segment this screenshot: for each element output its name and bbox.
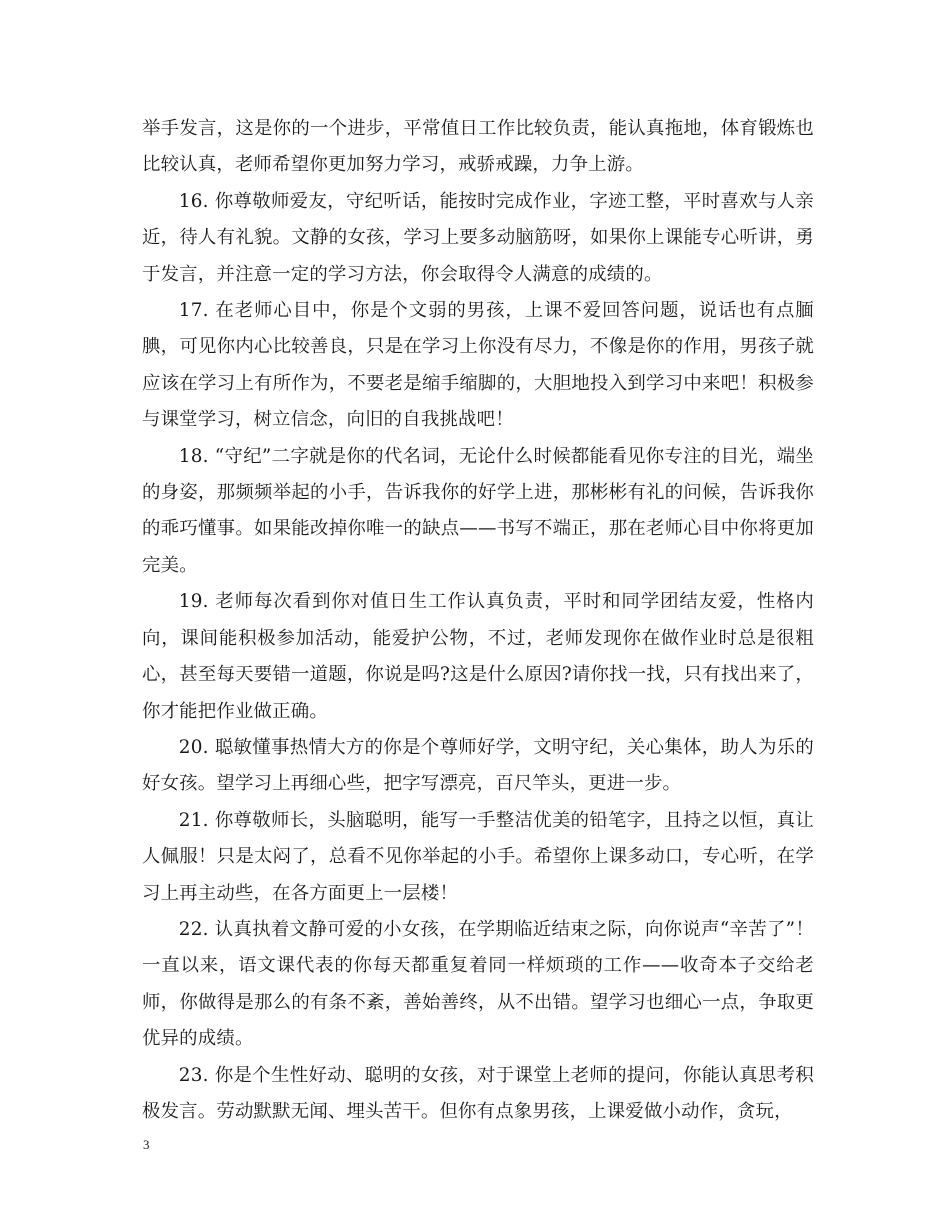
paragraph-21: 21. 你尊敬师长，头脑聪明，能写一手整洁优美的铅笔字，且持之以恒，真让人佩服！只是太闷了，总看不见你举起的小手。希望你上课多动口，专心听，在学习上再主动些，在各方面更上一层楼！ [142,809,814,904]
document-body [142,111,814,1130]
paragraph-16: 16. 你尊敬师爱友，守纪听话，能按时完成作业，字迹工整，平时喜欢与人亲近，待人有礼貌。文静的女孩，学习上要多动脑筋呀，如果你上课能专心听讲，勇于发言，并注意一定的学习方法，你会取得令人满意的成绩的。 [142,190,814,285]
paragraph-22: 22. 认真执着文静可爱的小女孩，在学期临近结束之际，向你说声“辛苦了”！一直以来，语文课代表的你每天都重复着同一样烦琐的工作——收奇本子交给老师，你做得是那么的有条不紊，善始善终，从不出错。望学习也细心一点，争取更优异的成绩。 [142,918,814,1050]
page-number: 3 [143,1137,150,1152]
paragraph-23: 23. 你是个生性好动、聪明的女孩，对于课堂上老师的提问，你能认真思考积极发言。劳动默默无闻、埋头苦干。但你有点象男孩，上课爱做小动作，贪玩， [142,1064,814,1122]
paragraph-17: 17. 在老师心目中，你是个文弱的男孩，上课不爱回答问题，说话也有点腼腆，可见你内心比较善良，只是在学习上你没有尽力，不像是你的作用，男孩子就应该在学习上有所作为，不要老是缩手缩脚的，大胆地投入到学习中来吧！积极参与课堂学习，树立信念，向旧的自我挑战吧！ [142,300,814,431]
paragraph-continuation: 举手发言，这是你的一个进步，平常值日工作比较负责，能认真拖地，体育锻炼也比较认真，老师希望你更加努力学习，戒骄戒躁，力争上游。 [142,118,814,176]
paragraph-18: 18. “守纪”二字就是你的代名词，无论什么时候都能看见你专注的目光，端坐的身姿，那频频举起的小手，告诉我你的好学上进，那彬彬有礼的问候，告诉我你的乖巧懂事。如果能改掉你唯一的缺点——书写不端正，那在老师心目中你将更加完美。 [142,445,814,576]
paragraph-20: 20. 聪敏懂事热情大方的你是个尊师好学，文明守纪，关心集体，助人为乐的好女孩。望学习上再细心些，把字写漂亮，百尺竿头，更进一步。 [142,736,814,795]
paragraph-19: 19. 老师每次看到你对值日生工作认真负责，平时和同学团结友爱，性格内向，课间能积极参加活动，能爱护公物，不过，老师发现你在做作业时总是很粗心，甚至每天要错一道题，你说是吗?这是什么原因?请你找一找，只有找出来了，你才能把作业做正确。 [142,591,814,722]
